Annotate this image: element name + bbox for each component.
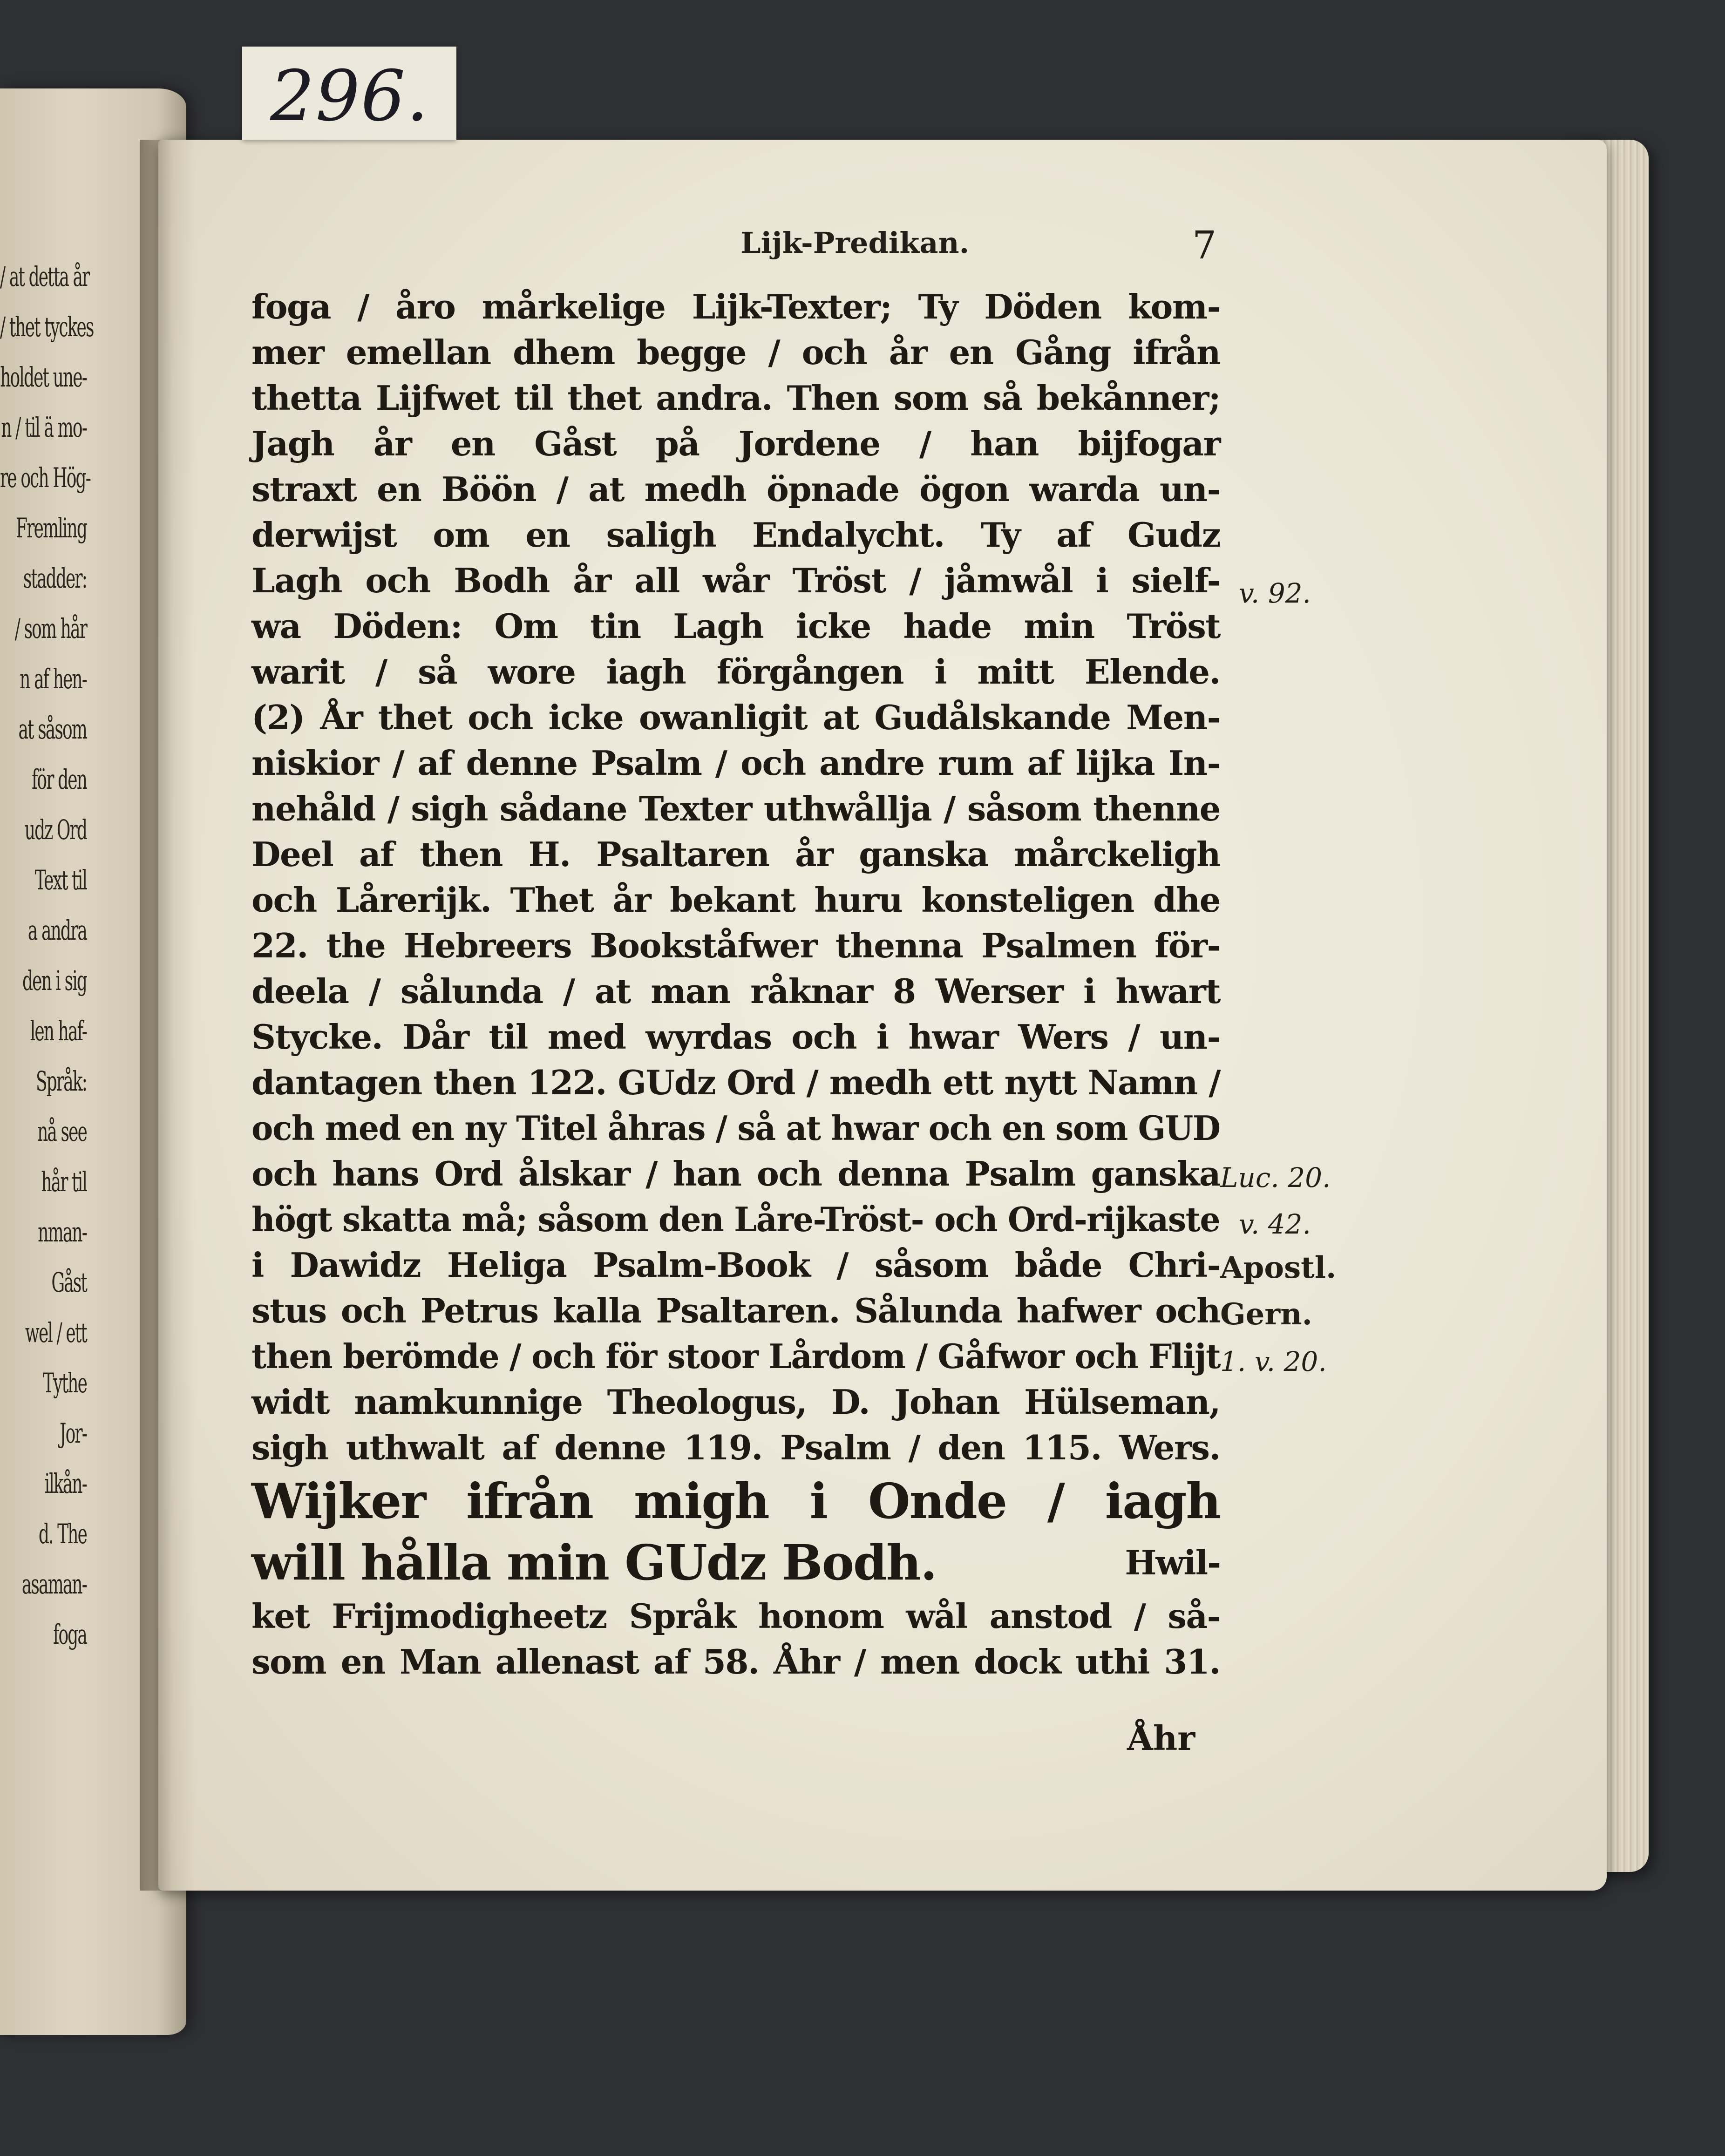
body-line	[251, 1105, 1220, 1151]
body-line-text: deela / sålunda / at man råknar 8 Werser i hwart	[251, 971, 1220, 1011]
body-line-text: straxt en Böön / at medh öpnade ögon warda un-	[251, 469, 1220, 509]
left-page-fragment: / at detta år	[0, 261, 89, 292]
body-line	[251, 375, 1220, 421]
left-page-fragment: n / til ä mo-	[1, 412, 87, 443]
body-line-text: Jagh år en Gåst på Jordene / han bijfogar	[251, 424, 1220, 463]
margin-note-gern: Gern.	[1220, 1297, 1312, 1332]
body-line	[251, 649, 1220, 695]
margin-note-v42: v. 42.	[1239, 1208, 1311, 1240]
gutter-shadow	[140, 140, 196, 1891]
body-line	[251, 786, 1220, 832]
body-line-text: stus och Petrus kalla Psaltaren. Sålunda hafwer och	[251, 1291, 1220, 1330]
shelf-label	[242, 47, 456, 140]
left-page-fragment: holdet une-	[0, 361, 87, 393]
body-line-text: mer emellan dhem begge / och år en Gång ifrån	[251, 332, 1220, 372]
body-line	[251, 1151, 1220, 1197]
body-line-text: Lagh och Bodh år all wår Tröst / jåmwål i sielf-	[251, 561, 1220, 600]
body-line	[251, 421, 1220, 467]
body-line-text: nehåld / sigh sådane Texter uthwållja / såsom thenne	[251, 789, 1220, 828]
body-line	[251, 330, 1220, 375]
body-line	[251, 1593, 1220, 1639]
body-line-text: niskior / af denne Psalm / och andre rum af lijka In-	[251, 743, 1220, 783]
shelf-number: 296.	[270, 56, 429, 137]
left-page-fragment: stadder:	[23, 563, 87, 594]
body-line-text: dantagen then 122. GUdz Ord / medh ett nytt Namn /	[251, 1063, 1220, 1102]
body-line-text: Stycke. Dår til med wyrdas och i hwar Wers / un-	[251, 1017, 1220, 1057]
body-line	[251, 923, 1220, 969]
body-line-text: sigh uthwalt af denne 119. Psalm / den 115. Wers.	[251, 1428, 1220, 1467]
left-page-fragment: för den	[31, 764, 87, 795]
left-page-fragment: re och Hög-	[0, 462, 91, 494]
body-line	[251, 832, 1220, 877]
body-line-text: och med en ny Titel åhras / så at hwar och en som GUD	[251, 1108, 1220, 1148]
body-line-text: then berömde / och för stoor Lårdom / Gåfwor och Flijt	[251, 1336, 1221, 1376]
body-line	[251, 1379, 1220, 1425]
body-line-text: warit / så wore iagh förgången i mitt Elende.	[251, 652, 1220, 692]
body-line-text: foga / åro mårkelige Lijk-Texter; Ty Döden kom-	[251, 287, 1220, 326]
emphasis-line	[251, 1471, 1220, 1532]
left-page-fragment: n af hen-	[20, 663, 87, 695]
left-page-fragment: asaman-	[21, 1568, 87, 1600]
margin-note-luc20: Luc. 20.	[1220, 1162, 1331, 1193]
left-page-fragment: nå see	[37, 1116, 87, 1147]
body-line	[251, 1197, 1220, 1242]
left-page-fragment: / thet tyckes	[0, 311, 94, 343]
left-page-fragment: Text til	[34, 864, 87, 896]
body-line	[251, 695, 1220, 740]
body-line-text: i Dawidz Heliga Psalm-Book / såsom både Chri-	[251, 1245, 1220, 1285]
body-line-text: derwijst om en saligh Endalycht. Ty af Gudz	[251, 515, 1220, 555]
body-line	[251, 467, 1220, 512]
left-page-fragment: at såsom	[18, 713, 87, 745]
body-line-text: som en Man allenast af 58. Åhr / men dock uthi 31.	[251, 1642, 1220, 1681]
body-line	[251, 1334, 1221, 1379]
body-line	[251, 603, 1220, 649]
body-line-text: högt skatta må; såsom den Låre-Tröst- och Ord-rijkaste	[251, 1200, 1220, 1239]
left-page-fragment: d. The	[38, 1518, 87, 1550]
body-line-text: och hans Ord ålskar / han och denna Psalm ganska	[251, 1154, 1220, 1193]
left-page-fragment: len haf-	[30, 1015, 87, 1047]
left-page-fragment: udz Ord	[24, 814, 87, 846]
body-line	[251, 1014, 1220, 1060]
left-page-fragment: ilkån-	[44, 1468, 87, 1499]
body-text	[251, 284, 1220, 1685]
margin-note-v20: 1. v. 20.	[1220, 1346, 1327, 1377]
body-line-text: widt namkunnige Theologus, D. Johan Hülseman,	[251, 1382, 1220, 1422]
body-line-text: 22. the Hebreers Bookståfwer thenna Psalmen för-	[251, 926, 1220, 965]
left-page-fragment: Gåst	[51, 1267, 87, 1298]
body-line-text: och Lårerijk. Thet år bekant huru konsteligen dhe	[251, 880, 1220, 920]
body-line-text: thetta Lijfwet til thet andra. Then som så bekånner;	[251, 378, 1220, 418]
emphasis-tail: Hwil-	[1125, 1543, 1220, 1582]
margin-note-apostl: Apostl.	[1220, 1250, 1337, 1285]
left-page-fragment: nman-	[38, 1216, 87, 1248]
body-line-text: ket Frijmodigheetz Språk honom wål anstod / så-	[251, 1596, 1220, 1636]
body-line-text: (2) År thet och icke owanligit at Gudålskande Men-	[251, 698, 1220, 737]
body-line-text: Deel af then H. Psaltaren år ganska mårckeligh	[251, 834, 1220, 874]
left-page-fragment: / som hår	[14, 613, 87, 644]
body-line	[251, 1288, 1220, 1334]
body-line	[251, 1242, 1220, 1288]
left-page-fragment: a andra	[27, 915, 87, 946]
left-page-fragment: Jor-	[60, 1417, 87, 1449]
page-number: 7	[1192, 224, 1217, 268]
left-page-fragment: wel / ett	[25, 1317, 87, 1349]
emphasis-line-text: will hålla min GUdz Bodh.	[251, 1534, 937, 1591]
body-line	[251, 558, 1220, 603]
body-line	[251, 877, 1220, 923]
left-page-fragment: hår til	[41, 1166, 87, 1198]
left-page-fragment: Fremling	[16, 512, 87, 544]
body-line	[251, 284, 1220, 330]
body-line	[251, 969, 1220, 1014]
body-line	[251, 1639, 1220, 1685]
body-line	[251, 740, 1220, 786]
left-page-fragment: Språk:	[35, 1065, 87, 1097]
body-line-text: wa Döden: Om tin Lagh icke hade min Tröst	[251, 606, 1220, 646]
left-page-fragment: Tythe	[43, 1367, 87, 1399]
body-line	[251, 512, 1220, 558]
emphasis-line-text: Wijker ifrån migh i Onde / iagh	[251, 1472, 1220, 1530]
left-page-text	[0, 251, 94, 1660]
left-page-fragment: foga	[53, 1619, 87, 1650]
running-head-title: Lijk-Predikan.	[740, 226, 970, 260]
body-line	[251, 1425, 1220, 1471]
margin-note-v92: v. 92.	[1239, 577, 1311, 609]
emphasis-line	[251, 1532, 1220, 1593]
catchword: Åhr	[1127, 1718, 1195, 1758]
body-line	[251, 1060, 1220, 1105]
left-page-fragment: den i sig	[22, 965, 87, 997]
